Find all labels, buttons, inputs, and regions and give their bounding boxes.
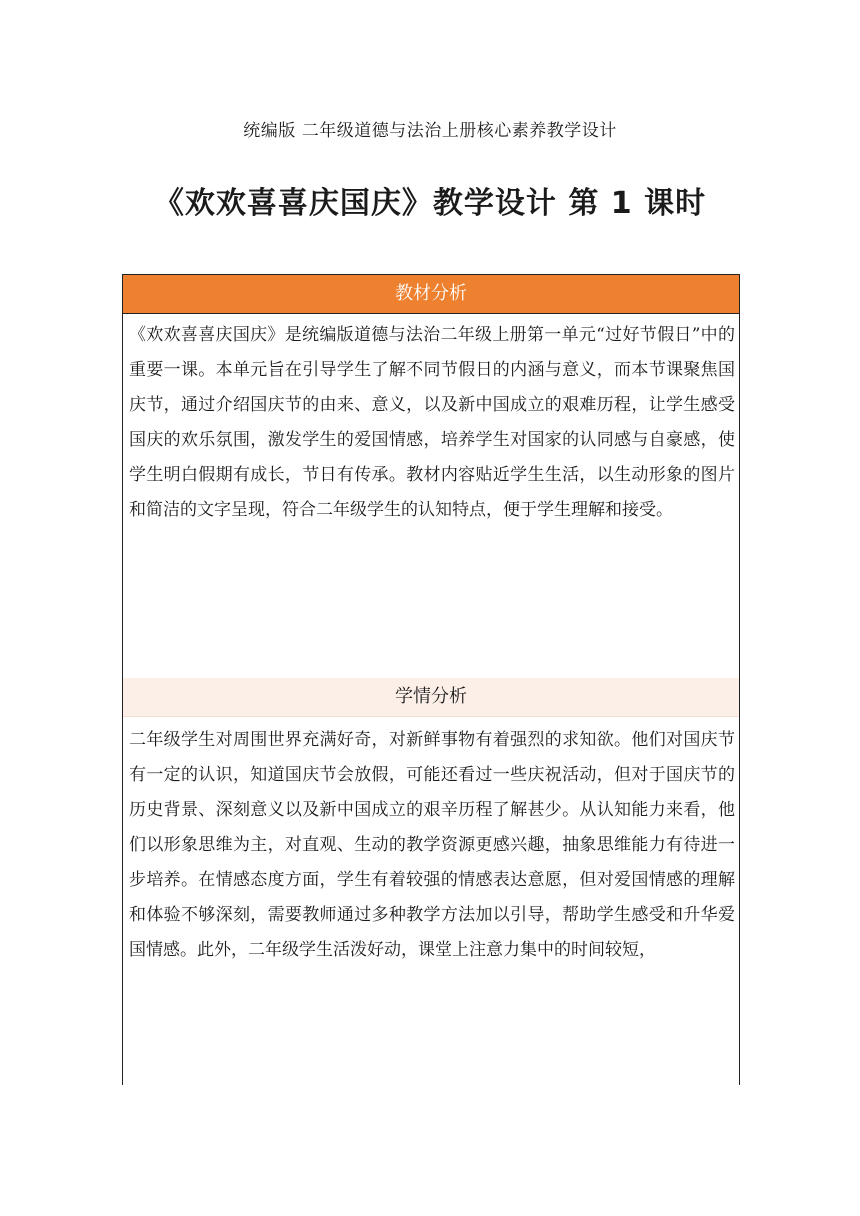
section-body-student-analysis: 二年级学生对周围世界充满好奇，对新鲜事物有着强烈的求知欲。他们对国庆节有一定的认识，知道国庆节会放假，可能还看过一些庆祝活动，但对于国庆节的历史背景、深刻意义以及新中国成立的艰辛历程了解甚少。从认知能力来看，他们以形象思维为主，对直观、生动的教学资源更感兴趣，抽象思维能力有待进一步培养。在情感态度方面，学生有着较强的情感表达意愿，但对爱国情感的理解和体验不够深刻，需要教师通过多种教学方法加以引导，帮助学生感受和升华爱国情感。此外，二年级学生活泼好动，课堂上注意力集中的时间较短， <box>129 730 735 960</box>
section-body-textbook-analysis: 《欢欢喜喜庆国庆》是统编版道德与法治二年级上册第一单元“过好节假日”中的重要一课。本单元旨在引导学生了解不同节假日的内涵与意义，而本节课聚焦国庆节，通过介绍国庆节的由来、意义，以及新中国成立的艰难历程，让学生感受国庆的欢乐氛围，激发学生的爱国情感，培养学生对国家的认同感与自豪感，使学生明白假期有成长，节日有传承。教材内容贴近学生生活，以生动形象的图片和简洁的文字呈现，符合二年级学生的认知特点，便于学生理解和接受。 <box>129 325 735 520</box>
section-header-textbook-analysis: 教材分析 <box>123 275 739 314</box>
document-subtitle: 统编版 二年级道德与法治上册核心素养教学设计 <box>243 121 617 141</box>
document-title: 《欢欢喜喜庆国庆》教学设计 第 1 课时 <box>153 186 707 221</box>
section-header-student-analysis: 学情分析 <box>123 678 739 717</box>
lesson-design-table <box>122 274 740 1085</box>
